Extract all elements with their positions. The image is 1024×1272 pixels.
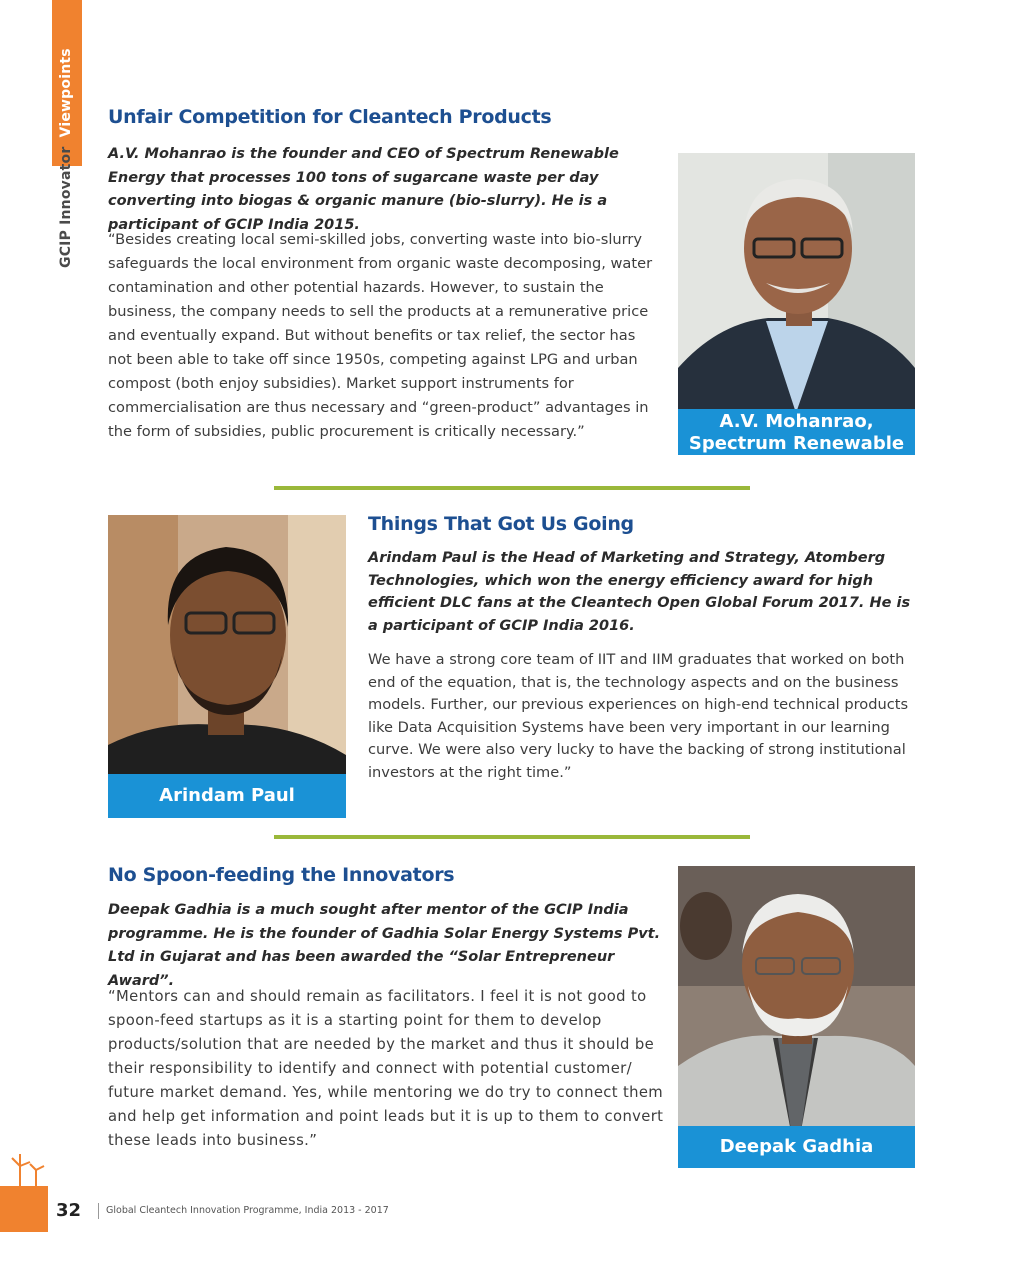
sidebar-label-main: GCIP Innovator — [58, 146, 74, 268]
section1-title: Unfair Competition for Cleantech Products — [108, 106, 552, 128]
section2-intro: Arindam Paul is the Head of Marketing and Strategy, Atomberg Technologies, which won the energy efficiency award for high efficient DLC fans at the Cleantech Open Global Forum 2017. He is a participant of GCIP India 2016. — [368, 550, 911, 634]
portrait-arindam-image — [108, 515, 346, 818]
section-divider — [274, 835, 750, 839]
section-divider — [274, 486, 750, 490]
portrait-deepak — [678, 866, 915, 1168]
portrait-mohanrao-caption: A.V. Mohanrao, Spectrum Renewable Energy — [678, 409, 915, 455]
portrait-mohanrao — [678, 153, 915, 476]
section1-intro: A.V. Mohanrao is the founder and CEO of Spectrum Renewable Energy that processes 100 tons of sugarcane waste per day converting into biogas & organic manure (bio-slurry). He is a participant of GCIP India 2015. — [108, 146, 619, 233]
page-number: 32 — [56, 1200, 82, 1221]
portrait-arindam — [108, 515, 346, 818]
footer-accent-block — [0, 1186, 48, 1232]
portrait-deepak-caption: Deepak Gadhia — [678, 1126, 915, 1168]
portrait-deepak-image — [678, 866, 915, 1168]
section3-quote: “Mentors can and should remain as facilitators. I feel it is not good to spoon-feed startups as it is a starting point for them to develop products/solution that are needed by the market and thus it should be their responsibility to identify and connect with potential customer/ future market demand. Yes, while mentoring we do try to connect them and help get information and point leads but it is up to them to convert these leads into business.” — [108, 988, 664, 1149]
wind-turbine-icon — [0, 1146, 48, 1216]
section2-quote: We have a strong core team of IIT and IIM graduates that worked on both end of the equation, that is, the technology aspects and on the business models. Further, our previous experiences on high-end technical products like Data Acquisition Systems have been very important in our learning curve. We were also very lucky to have the backing of strong institutional investors at the right time.” — [368, 651, 909, 781]
sidebar-label-accent: Viewpoints — [58, 48, 74, 138]
section2-title: Things That Got Us Going — [368, 513, 634, 535]
portrait-arindam-caption: Arindam Paul — [108, 774, 346, 818]
section3-intro: Deepak Gadhia is a much sought after mentor of the GCIP India programme. He is the founder of Gadhia Solar Energy Systems Pvt. Ltd in Gujarat and has been awarded the “Solar Entrepreneur Award”. — [108, 902, 661, 989]
section3-title: No Spoon-feeding the Innovators — [108, 864, 455, 886]
footer-publication: Global Cleantech Innovation Programme, India 2013 - 2017 — [106, 1205, 389, 1216]
section1-quote: “Besides creating local semi-skilled jobs, converting waste into bio-slurry safeguards the local environment from organic waste decomposing, water contamination and other potential hazards. However, to sustain the business, the company needs to sell the products at a remunerative price and eventually expand. But without benefits or tax relief, the sector has not been able to take off since 1950s, competing against LPG and urban compost (both enjoy subsidies). Market support instruments for commercialisation are thus necessary and “green-product” advantages in the form of subsidies, public procurement is critically necessary.” — [108, 231, 653, 440]
section-sidebar-label — [50, 0, 82, 270]
footer-separator — [98, 1203, 99, 1219]
